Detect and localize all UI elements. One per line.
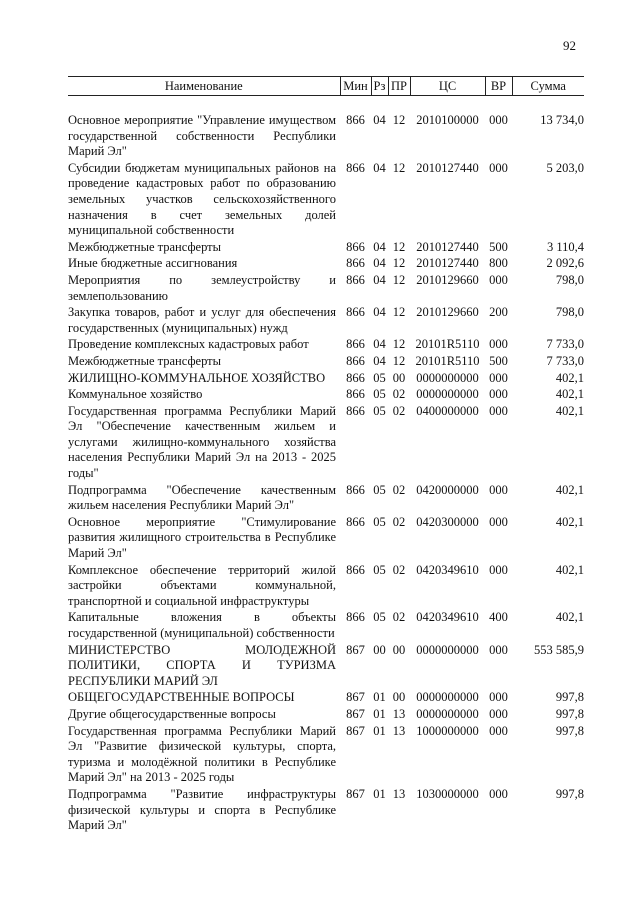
- cell-sum: 402,1: [555, 482, 584, 497]
- cell-rz: 05: [373, 403, 386, 418]
- cell-min: 866: [346, 387, 365, 402]
- cell-cs: 2010129660: [416, 305, 479, 320]
- cell-cs: 0420000000: [416, 482, 479, 497]
- cell-name: Межбюджетные трансферты: [68, 239, 222, 254]
- cell-cs: 0000000000: [416, 387, 479, 402]
- cell-rz: 05: [373, 387, 386, 402]
- cell-name: Проведение комплексных кадастровых работ: [68, 337, 309, 352]
- budget-table: [68, 76, 584, 834]
- cell-name: Подпрограмма "Обеспечение качественным жильем населения Республики Марий Эл": [68, 482, 336, 513]
- cell-vr: 000: [489, 403, 508, 418]
- cell-pr: 12: [392, 239, 406, 254]
- cell-vr: 400: [489, 610, 508, 625]
- cell-pr: 13: [392, 706, 406, 721]
- cell-min: 867: [346, 706, 365, 721]
- cell-min: 866: [346, 272, 365, 287]
- cell-rz: 05: [373, 370, 386, 385]
- table-body: [68, 96, 584, 834]
- cell-cs: 0420349610: [416, 610, 479, 625]
- cell-pr: 12: [392, 113, 406, 127]
- cell-pr: 02: [392, 482, 406, 497]
- cell-pr: 00: [392, 690, 406, 705]
- cell-rz: 04: [373, 239, 386, 254]
- cell-vr: 000: [489, 642, 508, 657]
- cell-sum: 7 733,0: [546, 337, 584, 352]
- cell-min: 866: [346, 514, 365, 529]
- table-row: [68, 336, 584, 353]
- header-sum: Сумма: [512, 77, 584, 96]
- cell-pr: 02: [392, 387, 406, 402]
- cell-rz: 04: [373, 113, 386, 127]
- cell-pr: 13: [392, 723, 406, 738]
- table-row: [68, 723, 584, 786]
- cell-min: 867: [346, 723, 365, 738]
- cell-min: 867: [346, 642, 365, 657]
- cell-min: 866: [346, 113, 365, 127]
- cell-sum: 402,1: [555, 387, 584, 402]
- cell-cs: 0000000000: [416, 642, 479, 657]
- cell-vr: 000: [489, 272, 508, 287]
- table-row: [68, 113, 584, 160]
- cell-name: ОБЩЕГОСУДАРСТВЕННЫЕ ВОПРОСЫ: [68, 690, 295, 705]
- cell-rz: 05: [373, 562, 386, 577]
- header-rz: Рз: [371, 77, 388, 96]
- cell-cs: 20101R5110: [415, 337, 480, 352]
- cell-pr: 02: [392, 514, 406, 529]
- cell-pr: 13: [392, 786, 406, 801]
- cell-sum: 798,0: [555, 305, 584, 320]
- cell-pr: 00: [392, 642, 406, 657]
- cell-sum: 798,0: [555, 272, 584, 287]
- cell-vr: 000: [489, 562, 508, 577]
- cell-rz: 04: [373, 305, 386, 320]
- cell-sum: 402,1: [555, 562, 584, 577]
- cell-rz: 04: [373, 160, 386, 175]
- cell-pr: 02: [392, 403, 406, 418]
- cell-rz: 04: [373, 272, 386, 287]
- cell-cs: 0420349610: [416, 562, 479, 577]
- cell-cs: 1030000000: [416, 786, 479, 801]
- cell-sum: 997,8: [555, 706, 584, 721]
- cell-vr: 000: [489, 160, 508, 175]
- cell-sum: 402,1: [555, 514, 584, 529]
- cell-vr: 500: [489, 353, 508, 368]
- cell-rz: 01: [373, 786, 386, 801]
- table-row: [68, 514, 584, 562]
- cell-sum: 997,8: [555, 690, 584, 705]
- header-name: Наименование: [68, 77, 340, 96]
- cell-cs: 20101R5110: [415, 353, 480, 368]
- cell-sum: 402,1: [555, 610, 584, 625]
- cell-name: Закупка товаров, работ и услуг для обеспечения государственных (муниципальных) нужд: [68, 305, 336, 335]
- cell-pr: 12: [392, 256, 406, 271]
- table-row: [68, 689, 584, 706]
- cell-name: Основное мероприятие "Управление имуществом государственной собственности Республики Марий Эл": [68, 113, 336, 159]
- cell-sum: 13 734,0: [540, 113, 584, 127]
- cell-name: Капитальные вложения в объекты государственной (муниципальной) собственности: [68, 610, 336, 640]
- cell-min: 867: [346, 690, 365, 705]
- cell-pr: 12: [392, 160, 406, 175]
- cell-vr: 800: [489, 256, 508, 271]
- cell-cs: 2010100000: [416, 113, 479, 127]
- cell-name: МИНИСТЕРСТВО МОЛОДЕЖНОЙ ПОЛИТИКИ, СПОРТА И ТУРИЗМА РЕСПУБЛИКИ МАРИЙ ЭЛ: [68, 642, 336, 688]
- table-row: [68, 304, 584, 336]
- cell-vr: 500: [489, 239, 508, 254]
- cell-rz: 05: [373, 610, 386, 625]
- header-pr: ПР: [388, 77, 410, 96]
- table-row: [68, 255, 584, 272]
- table-row: [68, 786, 584, 834]
- cell-min: 866: [346, 160, 365, 175]
- cell-pr: 02: [392, 562, 406, 577]
- table-row: [68, 609, 584, 641]
- cell-vr: 000: [489, 387, 508, 402]
- table-row: [68, 272, 584, 304]
- cell-sum: 997,8: [555, 786, 584, 801]
- cell-sum: 553 585,9: [534, 642, 584, 657]
- table-row: [68, 482, 584, 514]
- cell-min: 867: [346, 786, 365, 801]
- cell-name: Государственная программа Республики Марий Эл "Развитие физической культуры, спорта, туризма и молодёжной политики в Республике Марий Эл" на 2013 - 2025 годы: [68, 723, 336, 785]
- cell-min: 866: [346, 403, 365, 418]
- cell-min: 866: [346, 239, 365, 254]
- cell-pr: 12: [392, 337, 406, 352]
- table-row: [68, 353, 584, 370]
- cell-name: Основное мероприятие "Стимулирование развития жилищного строительства в Республике Марий Эл": [68, 514, 336, 561]
- cell-name: Мероприятия по землеустройству и землепользованию: [68, 272, 336, 303]
- cell-name: Государственная программа Республики Марий Эл "Обеспечение качественным жильем и услугами жилищно-коммунального хозяйства населения Республики Марий Эл на 2013 - 2025 годы": [68, 403, 336, 481]
- cell-cs: 0000000000: [416, 706, 479, 721]
- cell-vr: 000: [489, 370, 508, 385]
- cell-pr: 00: [392, 370, 406, 385]
- cell-cs: 2010127440: [416, 160, 479, 175]
- cell-min: 866: [346, 562, 365, 577]
- cell-name: Субсидии бюджетам муниципальных районов на проведение кадастровых работ по образованию земельных участков сельскохозяйственного назначения в счет земельных долей муниципальной собственности: [68, 160, 336, 238]
- cell-min: 866: [346, 305, 365, 320]
- cell-pr: 12: [392, 305, 406, 320]
- cell-sum: 3 110,4: [546, 239, 584, 254]
- cell-cs: 2010127440: [416, 239, 479, 254]
- cell-cs: 2010129660: [416, 272, 479, 287]
- cell-min: 866: [346, 610, 365, 625]
- cell-rz: 04: [373, 353, 386, 368]
- cell-vr: 000: [489, 723, 508, 738]
- cell-rz: 04: [373, 256, 386, 271]
- cell-vr: 000: [489, 482, 508, 497]
- cell-vr: 000: [489, 786, 508, 801]
- table-row: [68, 562, 584, 610]
- cell-rz: 05: [373, 514, 386, 529]
- cell-min: 866: [346, 256, 365, 271]
- header-min: Мин: [340, 77, 371, 96]
- table-row: [68, 706, 584, 723]
- header-spacer: [68, 96, 584, 114]
- table-row: [68, 642, 584, 690]
- cell-pr: 12: [392, 272, 406, 287]
- cell-vr: 200: [489, 305, 508, 320]
- cell-cs: 2010127440: [416, 256, 479, 271]
- cell-cs: 1000000000: [416, 723, 479, 738]
- cell-vr: 000: [489, 706, 508, 721]
- table-header-row: [68, 77, 584, 96]
- cell-min: 866: [346, 337, 365, 352]
- table-row: [68, 386, 584, 403]
- table-row: [68, 239, 584, 256]
- cell-name: Подпрограмма "Развитие инфраструктуры физической культуры и спорта в Республике Марий Эл": [68, 786, 336, 833]
- table-row: [68, 160, 584, 239]
- cell-rz: 04: [373, 337, 386, 352]
- cell-cs: 0420300000: [416, 514, 479, 529]
- cell-vr: 000: [489, 514, 508, 529]
- cell-cs: 0400000000: [416, 403, 479, 418]
- cell-vr: 000: [489, 113, 508, 127]
- header-vr: ВР: [485, 77, 512, 96]
- cell-name: Другие общегосударственные вопросы: [68, 706, 276, 721]
- cell-sum: 5 203,0: [546, 160, 584, 175]
- cell-pr: 02: [392, 610, 406, 625]
- cell-min: 866: [346, 353, 365, 368]
- table-row: [68, 403, 584, 482]
- cell-sum: 402,1: [555, 403, 584, 418]
- cell-cs: 0000000000: [416, 690, 479, 705]
- cell-name: Межбюджетные трансферты: [68, 353, 222, 368]
- cell-sum: 7 733,0: [546, 353, 584, 368]
- cell-name: Иные бюджетные ассигнования: [68, 256, 238, 271]
- cell-sum: 997,8: [555, 723, 584, 738]
- cell-rz: 01: [373, 723, 386, 738]
- cell-rz: 01: [373, 690, 386, 705]
- cell-name: Комплексное обеспечение территорий жилой застройки объектами коммунальной, транспортной и социальной инфраструктуры: [68, 562, 336, 608]
- cell-name: Коммунальное хозяйство: [68, 387, 203, 402]
- page-number: 92: [563, 38, 576, 53]
- cell-name: ЖИЛИЩНО-КОММУНАЛЬНОЕ ХОЗЯЙСТВО: [68, 370, 326, 385]
- cell-min: 866: [346, 482, 365, 497]
- cell-rz: 05: [373, 482, 386, 497]
- table-row: [68, 370, 584, 387]
- cell-rz: 01: [373, 706, 386, 721]
- cell-vr: 000: [489, 337, 508, 352]
- header-cs: ЦС: [410, 77, 485, 96]
- cell-min: 866: [346, 370, 365, 385]
- cell-rz: 00: [373, 642, 386, 657]
- cell-cs: 0000000000: [416, 370, 479, 385]
- cell-pr: 12: [392, 353, 406, 368]
- cell-sum: 2 092,6: [546, 256, 584, 271]
- cell-sum: 402,1: [555, 370, 584, 385]
- cell-vr: 000: [489, 690, 508, 705]
